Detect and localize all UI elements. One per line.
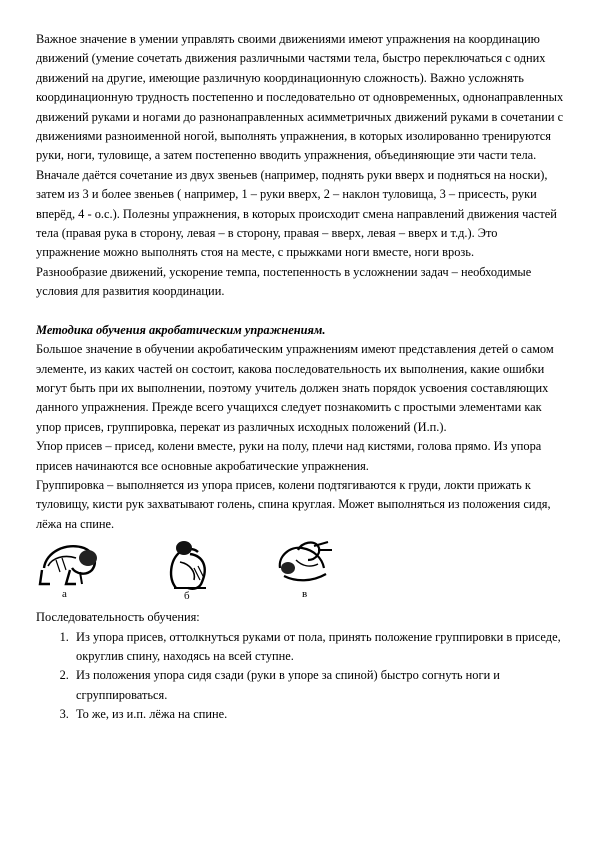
paragraph-tuck: Группировка – выполняется из упора присев, колени подтягиваются к груди, локти прижать к туловищу, кисти рук захватывают голень, спина круглая. Может выполняться из положения сидя, лёжа на спине. [36,477,551,531]
figure-label-c: в [302,588,308,601]
lying-tuck-figure-icon [272,538,338,590]
figure-b [160,538,220,603]
paragraph-squat-support: Упор присев – присед, колени вместе, руки на полу, плечи над кистями, голова прямо. Из упора присев начинаются все основные акробатические упражнения. [36,439,542,473]
figure-label-b: б [184,590,190,603]
sequence-list [36,628,564,725]
sequence-item: 1. Из упора присев, оттолкнуться руками от пола, принять положение группировки в приседе, округлив спину, находясь на всей ступне. [72,628,564,667]
paragraph-coordination: Важное значение в умении управлять своими движениями имеют упражнения на координацию движений (умение сочетать движения различными частями тела, быстро переключаться с одних движений на другие, имеющие различную координационную сложность). Важно усложнять координационную трудность постепенно и последовательно от одновременных, однонаправленных движений руками и ногами до разнонаправленных асимметричных движений руками в сочетании с движениями разноименной ногой, выполнять упражнения, в которых изолированно тренируются руки, ноги, туловище, а затем постепенно вводить упражнения, объединяющие эти части тела. Вначале даётся сочетание из двух звеньев (например, поднять руки вверх и подняться на носки), затем из 3 и более звеньев ( например, 1 – руки вверх, 2 – наклон туловища, 3 – присесть, руки вперёд, 4 - о.с.). Полезны упражнения, в которых происходит смена направлений движения частей тела (правая рука в сторону, левая – в сторону, правая – вверх, левая – вверх и т.д.). Это упражнение можно выполнять стоя на месте, с прыжками ноги вместе, ноги врозь. [36,32,564,260]
sequence-item: 2. Из положения упора сидя сзади (руки в упоре за спиной) быстро согнуть ноги и сгруппироваться. [72,666,564,705]
seated-tuck-figure-icon [160,538,220,594]
section-heading: Методика обучения акробатическим упражнениям. [36,322,326,337]
figure-label-a: а [62,588,67,601]
figure-c [272,538,338,601]
sequence-title: Последовательность обучения: [36,610,200,625]
paragraph-acrobatics-intro: Большое значение в обучении акробатическим упражнениям имеют представления детей о самом элементе, из каких частей он состоит, какова последовательность их выполнения, какие ошибки могут быть при их выполнении, поэтому учитель должен знать порядок усвоения составляющих данного упражнения. Прежде всего учащихся следует познакомить с простыми элементами как упор присев, группировка, перекат из различных исходных положений (И.п.). [36,342,554,434]
crouching-figure-icon [36,538,106,590]
paragraph-conditions: Разнообразие движений, ускорение темпа, постепенность в усложнении задач – необходимые условия для развития координации. [36,264,532,299]
sequence-item: 3. То же, из и.п. лёжа на спине. [72,705,564,724]
figure-a [36,538,106,601]
figure-row [36,538,564,608]
document-page [36,30,564,725]
